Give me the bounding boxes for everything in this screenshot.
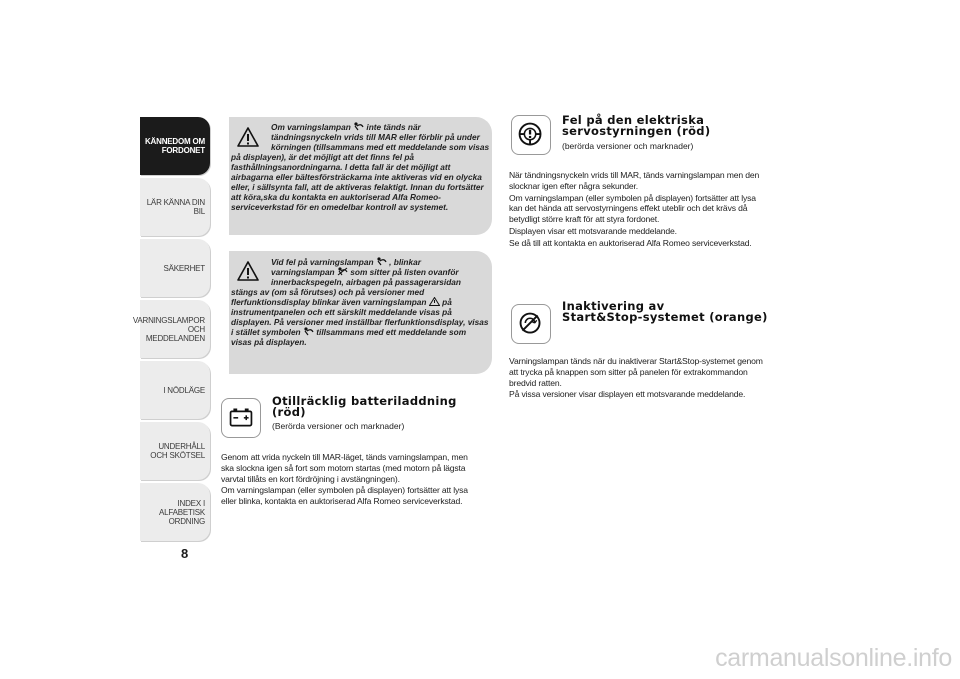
start-stop-paragraph: Varningslampan tänds när du inaktiverar Start&Stop-systemet genom att trycka på knappen som sitter på panelen för extrakommandon bredvid ratten. På vissa versioner visar displayen ett motsvarande meddelande. bbox=[509, 356, 763, 400]
steering-title: Fel på den elektriska servostyrningen (röd) bbox=[562, 113, 711, 138]
chapter-tabs bbox=[132, 117, 212, 545]
tab-underhall[interactable]: UNDERHÅLL OCH SKÖTSEL bbox=[140, 422, 210, 480]
warning-triangle-small-icon bbox=[429, 297, 440, 306]
steering-subtitle: (berörda versioner och marknader) bbox=[562, 141, 694, 151]
battery-title: Otillräcklig batteriladdning (röd) bbox=[272, 394, 457, 419]
warning-box-airbag: Om varningslampan inte tänds när tändningsnyckeln vrids till MAR eller förblir på under körningen (tillsammans med ett meddelande som visas på displayen), är det möjligt att det finns fel på fasthållningsanordningarna. I detta fall är det möjligt att airbagarna eller bältesförsträckarna inte aktiveras vid en olycka eller, i sällsynta fall, att de aktiveras felaktigt. Innan du fortsätter att köra,ska du kontakta en auktoriserad Alfa Romeo- serviceverkstad för en omedelbar kontroll av systemet. bbox=[229, 117, 492, 235]
tab-i-nodlage[interactable]: I NÖDLÄGE bbox=[140, 361, 210, 419]
warning-box-airbag-fault: Vid fel på varningslampan , blinkar varningslampan som sitter på listen ovanför innerbackspegeln, airbagen på passagerarsidan stängs av (om så förutses) och på versioner med flerfunktionsdisplay blinkar även varningslampan på instrumentpanelen och ett särskilt meddelande visas på displayen. På versioner med inställbar flerfunktionsdisplay, visas i stället symbolen tillsammans med ett meddelande som visas på displayen. bbox=[229, 251, 492, 374]
airbag-off-icon bbox=[337, 267, 348, 276]
watermark: carmanualsonline.info bbox=[715, 644, 952, 672]
airbag-icon bbox=[376, 257, 387, 266]
tab-index[interactable]: INDEX I ALFABETISK ORDNING bbox=[140, 483, 210, 541]
warning-triangle-icon bbox=[237, 261, 259, 281]
tab-sakerhet[interactable]: SÄKERHET bbox=[140, 239, 210, 297]
page-number: 8 bbox=[181, 546, 189, 561]
battery-warning-icon bbox=[221, 398, 261, 438]
tab-lar-kanna-din-bil[interactable]: LÄR KÄNNA DIN BIL bbox=[140, 178, 210, 236]
airbag-icon bbox=[353, 122, 364, 131]
tab-kannedom-om-fordonet[interactable]: KÄNNEDOM OM FORDONET bbox=[140, 117, 210, 175]
airbag-icon bbox=[303, 327, 314, 336]
battery-paragraph: Genom att vrida nyckeln till MAR-läget, tänds varningslampan, men ska slockna igen så fort som motorn startas (med motorn på lägsta varvtal tillåts en kort fördröjning i avstängningen). Om varningslampan (eller symbolen på displayen) fortsätter att lysa eller blinka, kontakta en auktoriserad Alfa Romeo serviceverkstad. bbox=[221, 452, 468, 507]
steering-paragraph: När tändningsnyckeln vrids till MAR, tänds varningslampan men den slocknar igen efter några sekunder. Om varningslampan (eller symbolen på displayen) fortsätter att lysa kan det hända att servostyrningens effekt uteblir och det krävs då betydligt större kraft för att styra fordonet. Displayen visar ett motsvarande meddelande. Se då till att kontakta en auktoriserad Alfa Romeo serviceverkstad. bbox=[509, 170, 760, 248]
warning-triangle-icon bbox=[237, 127, 259, 147]
start-stop-off-icon bbox=[511, 304, 551, 344]
tab-varningslampor[interactable]: VARNINGSLAMPOR OCH MEDDELANDEN bbox=[140, 300, 210, 358]
start-stop-title: Inaktivering av Start&Stop-systemet (orange) bbox=[562, 299, 768, 324]
battery-subtitle: (Berörda versioner och marknader) bbox=[272, 421, 405, 431]
steering-warning-icon bbox=[511, 115, 551, 155]
